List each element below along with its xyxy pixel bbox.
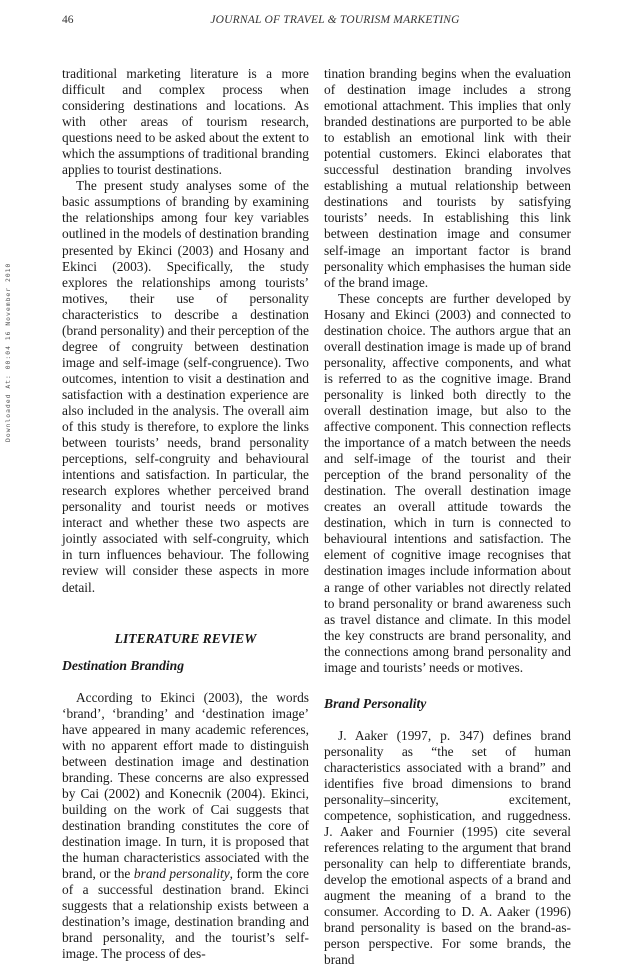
paragraph: These concepts are further developed by Hosany and Ekinci (2003) and connected to destination choice. The authors argue that an overall destination image is made up of brand personality, affective components, and what is referred to as the cognitive image. Brand personality is linked both directly to the overall destination image, but also to the affective component. This connection reflects the importance of a match between the needs and self-image of the tourist and their perception of the brand personality of the destination. The overall destination image creates an overall attitude towards the destination, which in turn is connected to behavioural intentions and satisfaction. The element of cognitive image recognises that destination images include information about a range of other variables not directly related to brand personality or brand awareness such as travel distance and climate. In this model the key constructs are brand personality, and the connections among brand personality and image and tourists’ needs or motives. bbox=[324, 290, 571, 675]
paragraph: traditional marketing literature is a more difficult and complex process when considering destinations and locations. As with other areas of tourism research, questions need to be asked about the extent to which the assumptions of traditional branding applies to tourist destinations. bbox=[62, 66, 309, 178]
paragraph-text: According to Ekinci (2003), the words ‘brand’, ‘branding’ and ‘destination image’ have appeared in many academic references, with no apparent effort made to distinguish between destination image and destination branding. These concerns are also expressed by Cai (2002) and Konecnik (2004). Ekinci, building on the work of Cai suggests that destination branding constitutes the core of destination image. In turn, it is proposed that the human characteristics associated with the brand, or the bbox=[62, 689, 309, 882]
subheading: Destination Branding bbox=[62, 657, 185, 673]
emphasis-text: brand personality bbox=[133, 866, 230, 882]
page-header bbox=[62, 14, 568, 30]
running-head: JOURNAL OF TRAVEL & TOURISM MARKETING bbox=[210, 14, 460, 26]
paragraph-text: , form the core of a successful destination brand. Ekinci suggests that a relationship exists between a destination’s image, destination branding and brand personality, and the tourist’s self-image. The process of des- bbox=[62, 866, 309, 962]
right-column bbox=[324, 66, 571, 969]
page-number: 46 bbox=[62, 14, 74, 26]
left-column bbox=[62, 66, 309, 962]
paragraph: tination branding begins when the evaluation of destination image includes a strong emotional attachment. This implies that only branded destinations are purported to be able to establish an emotional link with their potential customers. Ekinci elaborates that successful destination branding involves establishing a mutual relationship between destinations and tourists by satisfying tourists’ needs. In establishing this link between destination image and consumer self-image an important factor is brand personality which emphasises the human side of the brand image. bbox=[324, 66, 571, 290]
paragraph: The present study analyses some of the basic assumptions of branding by examining the relationships among four key variables outlined in the models of destination branding presented by Ekinci (2003) and Hosany and Ekinci (2003). Specifically, the study explores the relationships among tourists’ motives, their use of personality characteristics to describe a destination (brand personality) and their perception of the degree of congruity between destination image and self-image (self-congruence). Two outcomes, intention to visit a destination and satisfaction with a destination experience are also included in the analysis. The overall aim of this study is therefore, to explore the links between tourists’ needs, brand personality perceptions, self-congruity and behavioural intentions and satisfaction. In particular, the research explores whether perceived brand personality and tourist needs or motives interact and whether these two aspects are jointly associated with self-congruity, which in turn influences behaviour. The following review will consider these aspects in more detail. bbox=[62, 178, 309, 595]
subheading: Brand Personality bbox=[324, 695, 427, 711]
paragraph: J. Aaker (1997, p. 347) defines brand personality as “the set of human characteristics associated with a brand” and identifies five broad dimensions to brand personality–sincerity, excitement, competence, sophistication, and ruggedness. J. Aaker and Fournier (1995) cite several references relating to the argument that brand personality can help to differentiate brands, develop the emotional aspects of a brand and augment the meaning of a brand to the consumer. According to D. A. Aaker (1996) brand personality is based on the brand-as-person perspective. For some brands, the brand bbox=[324, 727, 571, 968]
paragraph bbox=[62, 690, 309, 963]
download-watermark: Downloaded At: 00:04 16 November 2010 bbox=[4, 262, 12, 442]
section-heading: LITERATURE REVIEW bbox=[114, 630, 257, 646]
